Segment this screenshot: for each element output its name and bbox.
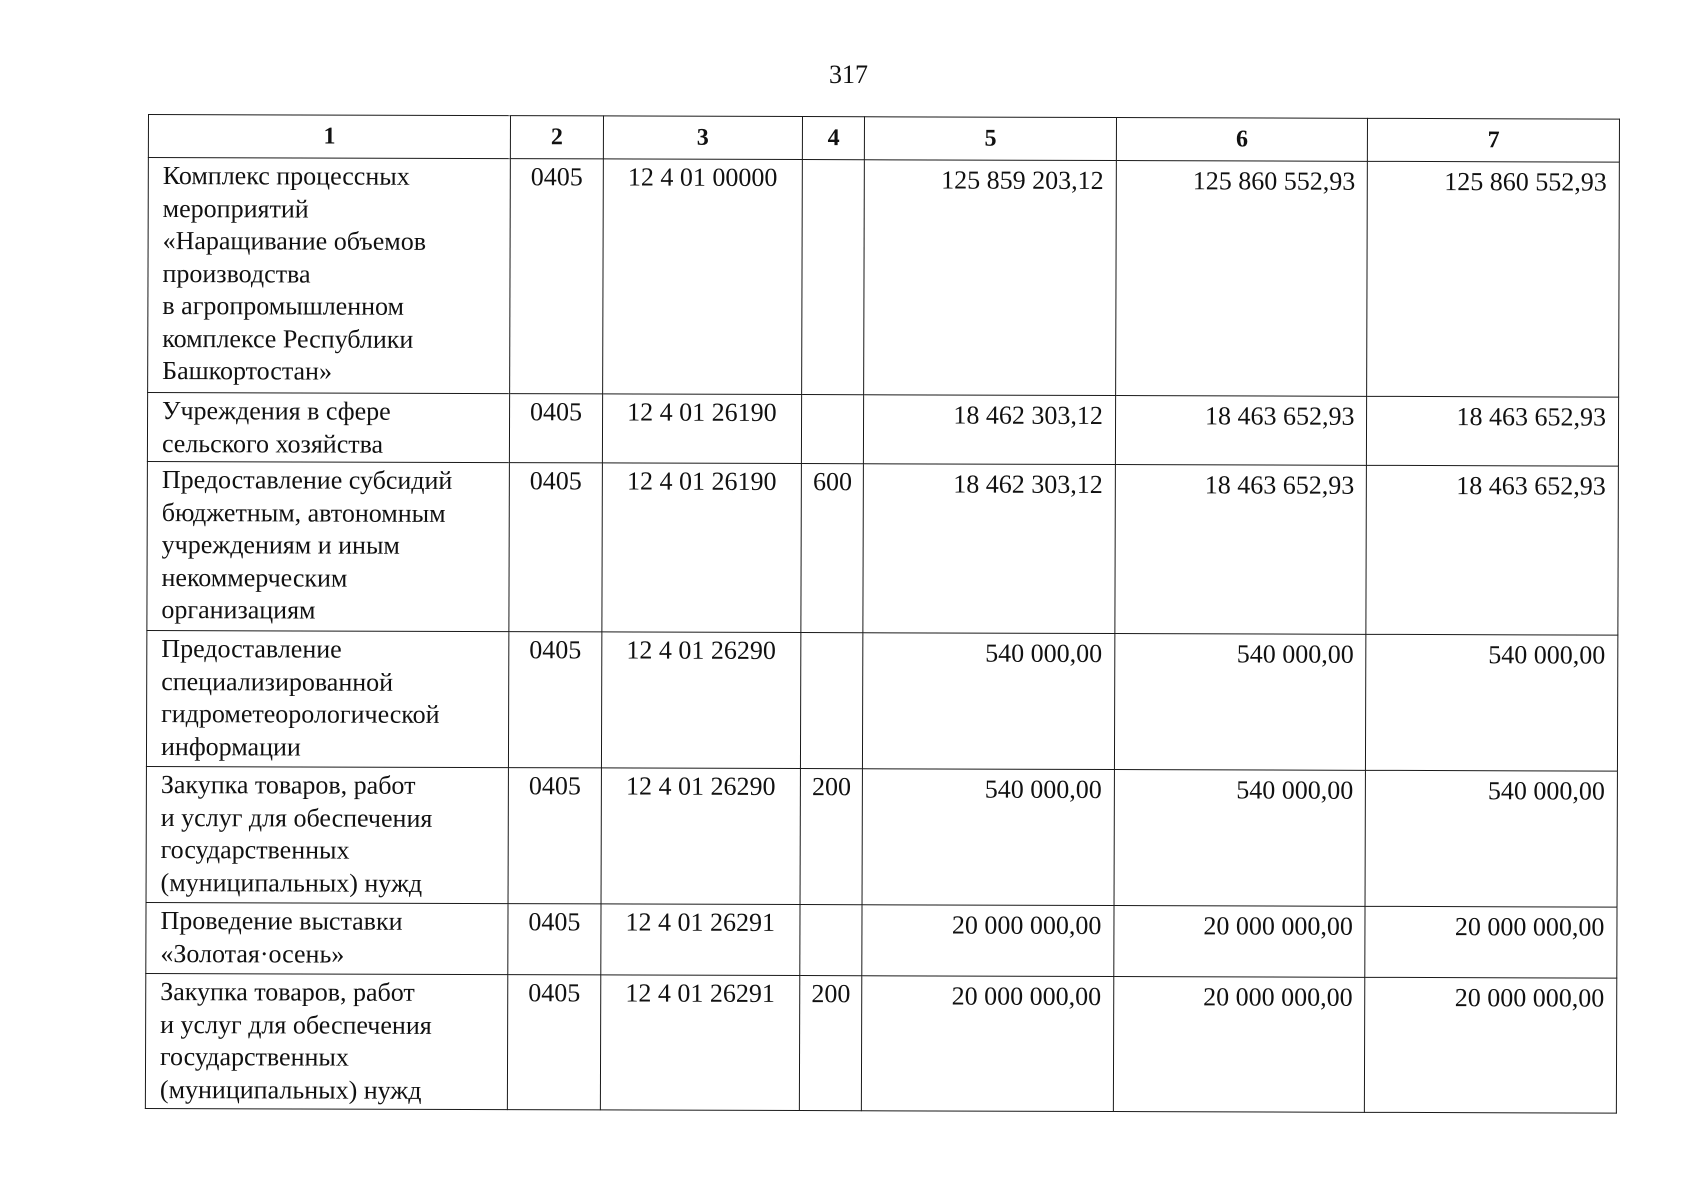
- row-sum-6-cell: 20 000 000,00: [1113, 977, 1365, 1113]
- row-sum-7-cell: 540 000,00: [1365, 770, 1617, 907]
- row-name-cell: [146, 766, 509, 903]
- row-section-cell: 0405: [510, 159, 603, 394]
- row-name-line: сельского хозяйства: [161, 428, 384, 459]
- row-name-line: организациям: [161, 595, 316, 625]
- row-target-cell: 12 4 01 26290: [601, 632, 801, 769]
- row-name-cell: [147, 393, 509, 463]
- table-row: [145, 973, 1616, 1113]
- budget-table: [145, 114, 1620, 1114]
- row-name-line: «Наращивание объемов: [162, 226, 427, 256]
- row-type-cell: 200: [800, 769, 863, 905]
- row-name-line: Проведение выставки: [160, 906, 403, 936]
- header-cell-2: 2: [511, 116, 604, 159]
- row-sum-5-cell: 540 000,00: [863, 633, 1115, 770]
- row-name-line: Закупка товаров, работ: [160, 770, 416, 800]
- header-cell-5: 5: [865, 117, 1117, 161]
- row-name-line: производства: [162, 258, 311, 289]
- row-section-cell: 0405: [508, 768, 601, 904]
- row-type-cell: [800, 633, 863, 769]
- row-name-line: Башкортостан»: [162, 356, 333, 386]
- row-target-cell: 12 4 01 00000: [602, 159, 802, 395]
- row-sum-7-cell: 20 000 000,00: [1365, 977, 1617, 1113]
- row-type-cell: [800, 905, 863, 976]
- table-row: [146, 902, 1617, 978]
- header-cell-4: 4: [802, 117, 865, 160]
- row-type-cell: 200: [799, 976, 862, 1111]
- row-name-line: Предоставление субсидий: [161, 465, 453, 495]
- row-name-line: некоммерческим: [161, 562, 348, 593]
- row-sum-5-cell: 18 462 303,12: [864, 395, 1116, 465]
- row-section-cell: 0405: [510, 394, 603, 463]
- page-number: 317: [829, 60, 868, 89]
- row-target-cell: 12 4 01 26190: [602, 463, 802, 633]
- row-sum-7-cell: 540 000,00: [1366, 634, 1618, 771]
- row-sum-6-cell: 125 860 552,93: [1116, 161, 1368, 397]
- table-row: [147, 461, 1619, 635]
- row-name-line: в агропромышленном: [162, 291, 405, 321]
- row-name-line: информации: [160, 731, 301, 761]
- row-section-cell: 0405: [508, 975, 601, 1110]
- row-sum-5-cell: 18 462 303,12: [863, 464, 1115, 634]
- row-name-cell: [148, 158, 511, 394]
- row-name-line: Закупка товаров, работ: [160, 977, 415, 1007]
- row-sum-7-cell: 18 463 652,93: [1366, 465, 1618, 635]
- row-type-cell: [801, 395, 864, 464]
- row-sum-6-cell: 18 463 652,93: [1115, 465, 1367, 635]
- row-target-cell: 12 4 01 26291: [601, 904, 800, 976]
- row-name-line: Учреждения в сфере: [162, 396, 391, 426]
- row-name-line: (муниципальных) нужд: [160, 867, 423, 898]
- row-name-cell: [147, 461, 510, 631]
- row-name-line: и услуг для обеспечения: [160, 1009, 432, 1040]
- row-target-cell: 12 4 01 26190: [602, 394, 801, 464]
- row-sum-7-cell: 18 463 652,93: [1367, 396, 1619, 466]
- row-type-cell: 600: [801, 464, 864, 633]
- row-name-line: государственных: [159, 1042, 349, 1072]
- row-name-line: бюджетным, автономным: [161, 497, 446, 528]
- row-sum-6-cell: 540 000,00: [1114, 634, 1366, 771]
- row-name-cell: [146, 630, 509, 767]
- table-row: [146, 630, 1617, 771]
- row-section-cell: 0405: [508, 904, 601, 975]
- row-name-cell: [145, 973, 508, 1109]
- row-name-line: гидрометеорологической: [161, 699, 440, 729]
- row-sum-5-cell: 20 000 000,00: [862, 905, 1114, 977]
- row-name-cell: [146, 902, 508, 974]
- row-sum-5-cell: 540 000,00: [862, 769, 1114, 906]
- row-type-cell: [802, 160, 865, 395]
- row-sum-5-cell: 125 859 203,12: [864, 160, 1116, 396]
- row-name-line: комплексе Республики: [162, 323, 414, 354]
- header-cell-1: 1: [148, 115, 510, 159]
- row-name-line: специализированной: [161, 666, 394, 697]
- row-sum-6-cell: 20 000 000,00: [1114, 906, 1366, 978]
- row-section-cell: 0405: [509, 632, 602, 768]
- table-row: [148, 158, 1620, 398]
- header-cell-6: 6: [1116, 118, 1368, 162]
- row-name-line: мероприятий: [162, 193, 309, 224]
- row-target-cell: 12 4 01 26291: [600, 975, 800, 1111]
- header-cell-7: 7: [1368, 118, 1620, 162]
- row-sum-7-cell: 125 860 552,93: [1367, 161, 1619, 397]
- row-name-line: учреждениям и иным: [161, 530, 400, 560]
- row-name-line: Предоставление: [161, 634, 342, 664]
- row-name-line: Комплекс процессных: [162, 161, 410, 191]
- row-target-cell: 12 4 01 26290: [601, 768, 801, 905]
- row-sum-6-cell: 18 463 652,93: [1115, 396, 1367, 466]
- header-row: [148, 115, 1619, 163]
- row-name-line: «Золотая·осень»: [160, 938, 345, 969]
- header-cell-3: 3: [603, 116, 802, 160]
- row-sum-6-cell: 540 000,00: [1114, 770, 1366, 907]
- row-section-cell: 0405: [509, 463, 602, 632]
- row-name-line: (муниципальных) нужд: [159, 1074, 422, 1105]
- table-row: [147, 393, 1618, 467]
- row-name-line: государственных: [160, 835, 350, 865]
- row-sum-7-cell: 20 000 000,00: [1365, 906, 1617, 978]
- row-sum-5-cell: 20 000 000,00: [862, 976, 1114, 1112]
- table-row: [146, 766, 1617, 907]
- row-name-line: и услуг для обеспечения: [160, 802, 433, 833]
